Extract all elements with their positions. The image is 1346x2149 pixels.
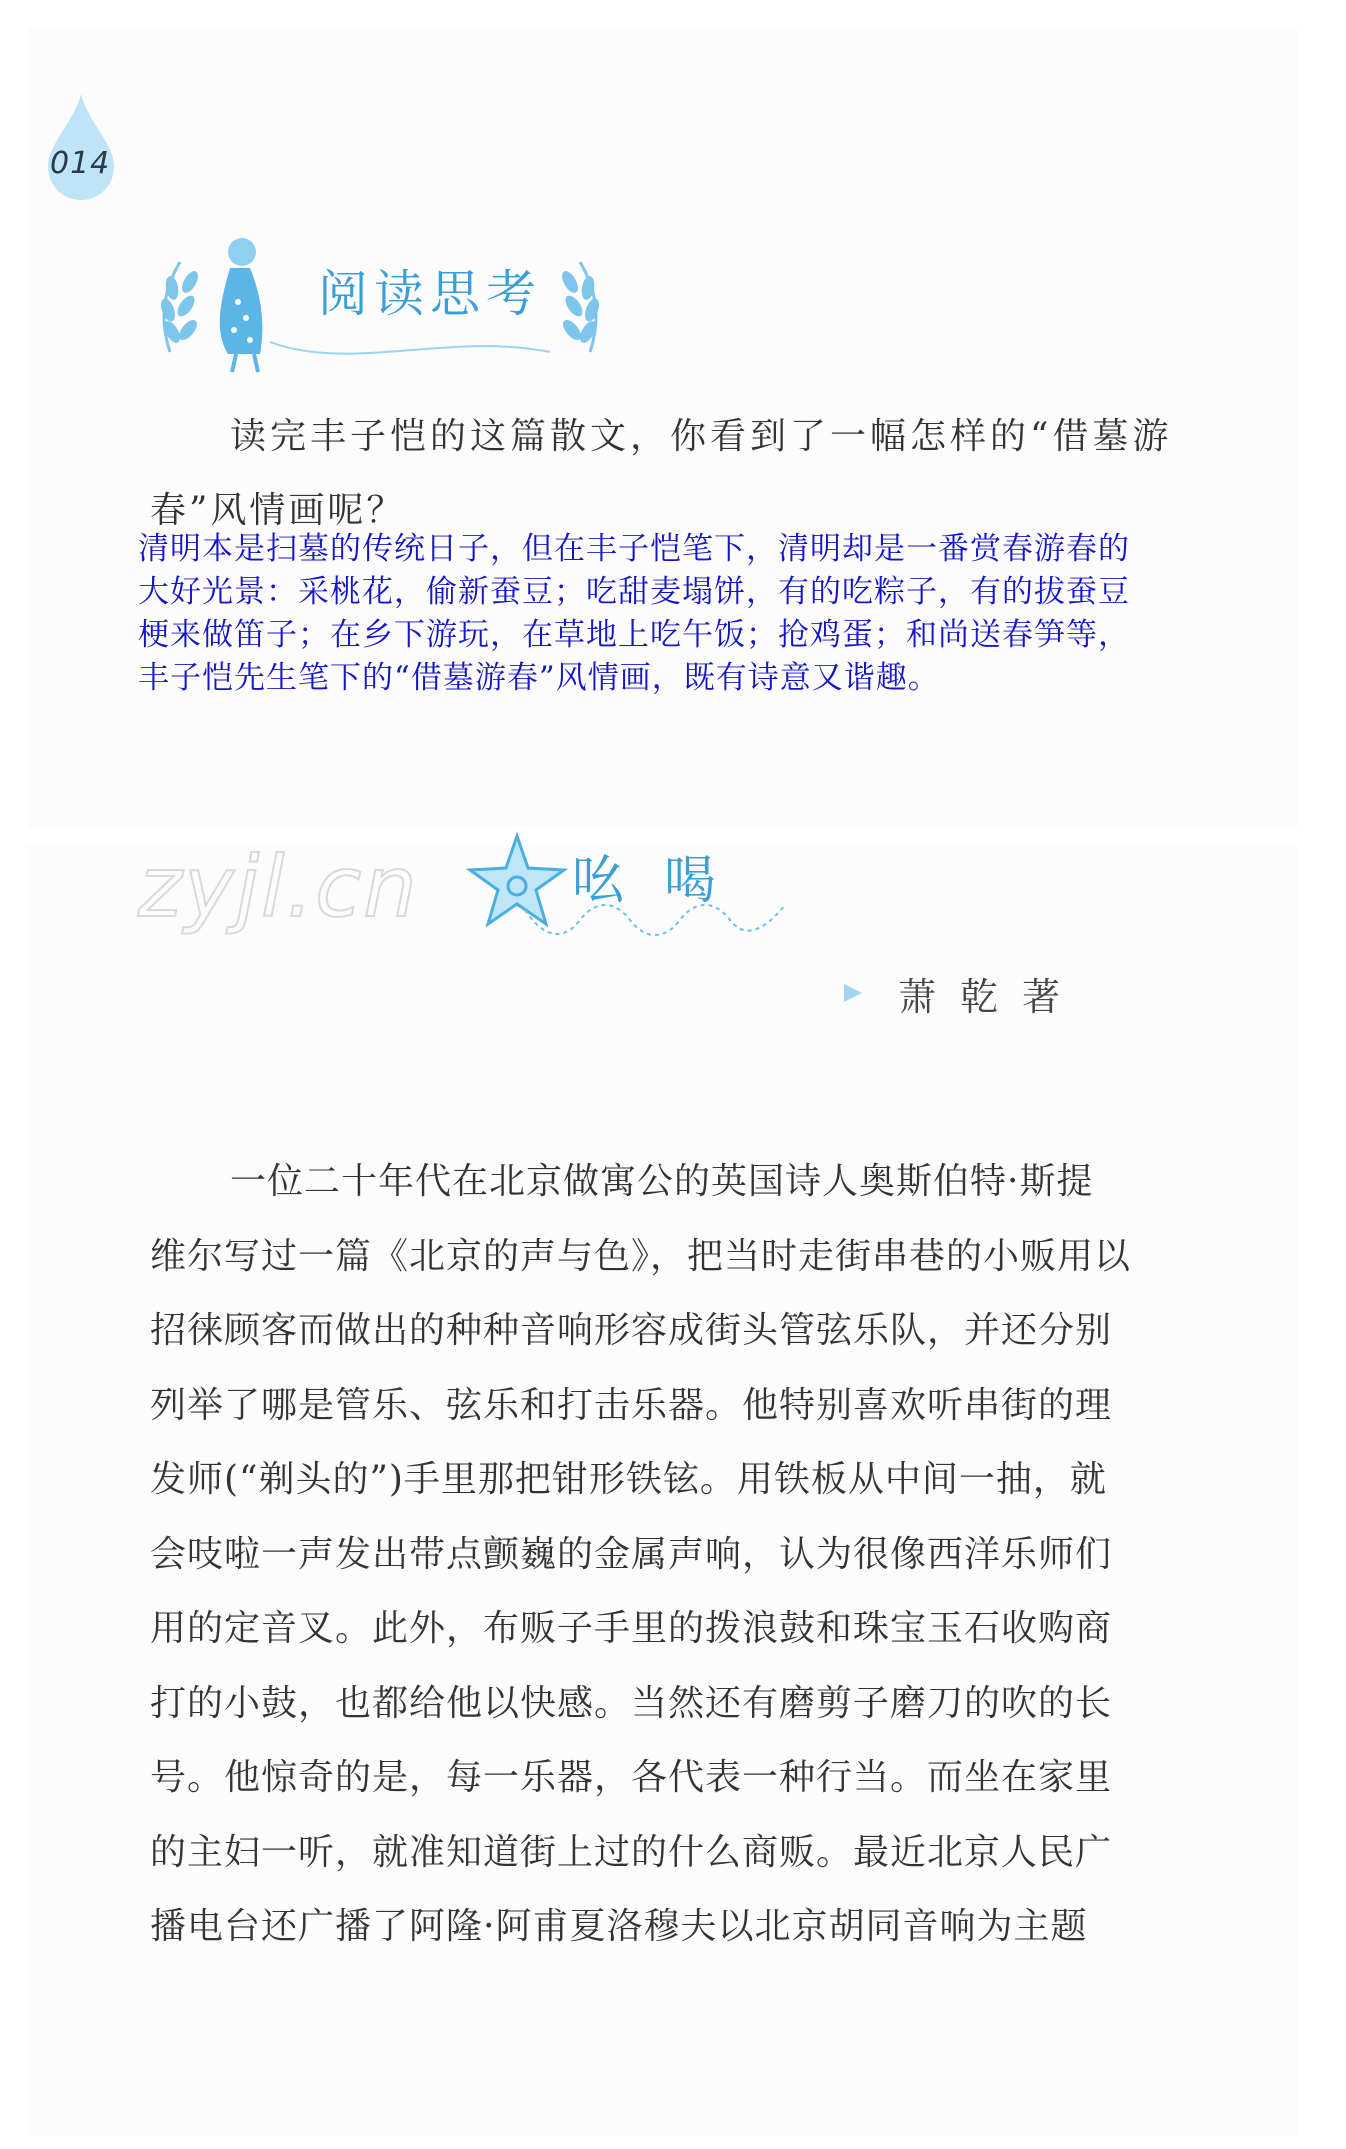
body-line: 维尔写过一篇《北京的声与色》，把当时走街串巷的小贩用以 xyxy=(150,1235,1132,1277)
body-line: 的主妇一听，就准知道街上过的什么商贩。最近北京人民广 xyxy=(150,1831,1113,1873)
answer-line: 梗来做笛子；在乡下游玩，在草地上吃午饭；抢鸡蛋；和尚送春笋等， xyxy=(138,617,1130,653)
body-line: 播电台还广播了阿隆·阿甫夏洛穆夫以北京胡同音响为主题 xyxy=(150,1906,1088,1947)
body-line: 用的定音叉。此外，布贩子手里的拨浪鼓和珠宝玉石收购商 xyxy=(150,1608,1113,1649)
question-line: 春”风情画呢？ xyxy=(150,490,406,531)
answer-line: 丰子恺先生笔下的“借墓游春”风情画，既有诗意又谐趣。 xyxy=(138,660,940,696)
body-line: 打的小鼓，也都给他以快感。当然还有磨剪子磨刀的吹的长 xyxy=(150,1682,1113,1724)
article-body xyxy=(150,1145,1190,1965)
page-number: 014 xyxy=(50,146,111,181)
answer-line: 大好光景：采桃花，偷新蚕豆；吃甜麦塌饼，有的吃粽子，有的拔蚕豆 xyxy=(138,574,1130,610)
body-line: 会吱啦一声发出带点颤巍的金属声响，认为很像西洋乐师们 xyxy=(150,1533,1113,1575)
watermark: zyjl.cn xyxy=(138,838,419,936)
question-line: 读完丰子恺的这篇散文，你看到了一幅怎样的“借墓游 xyxy=(230,416,1173,457)
answer-line: 清明本是扫墓的传统日子，但在丰子恺笔下，清明却是一番赏春游春的 xyxy=(138,531,1130,567)
body-line: 号。他惊奇的是，每一乐器，各代表一种行当。而坐在家里 xyxy=(150,1757,1113,1798)
body-line: 招徕顾客而做出的种种音响形容成街头管弦乐队，并还分别 xyxy=(150,1310,1113,1351)
author-name: 萧乾著 xyxy=(898,975,1085,1019)
article-title: 吆喝 xyxy=(572,851,757,911)
triangle-arrow-icon xyxy=(842,982,864,1004)
body-line: 发师(“剃头的”)手里那把钳形铁铉。用铁板从中间一抽，就 xyxy=(150,1459,1107,1500)
section-title: 阅读思考 xyxy=(318,265,542,323)
question-block xyxy=(150,400,1200,548)
body-line: 列举了哪是管乐、弦乐和打击乐器。他特别喜欢听串街的理 xyxy=(150,1384,1113,1426)
answer-block xyxy=(138,528,1218,700)
body-line: 一位二十年代在北京做寓公的英国诗人奥斯伯特·斯提 xyxy=(230,1161,1094,1202)
